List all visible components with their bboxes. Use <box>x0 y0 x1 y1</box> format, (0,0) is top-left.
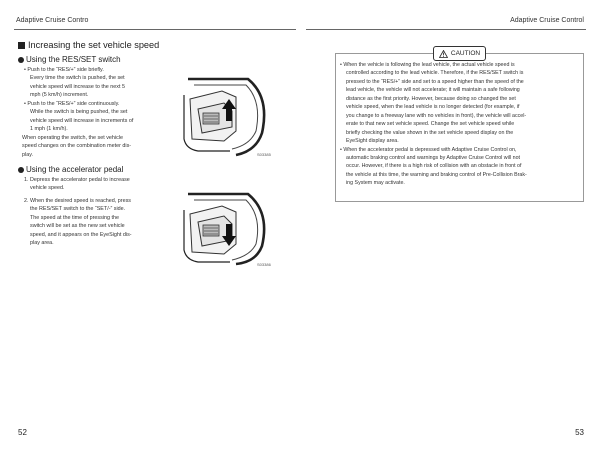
body-line: 2. When the desired speed is reached, press <box>24 198 131 204</box>
subheading-accelerator-text: Using the accelerator pedal <box>26 165 124 174</box>
accelerator-step-2 <box>22 197 158 248</box>
body-line: the RES/SET switch to the “SET/-” side. <box>30 206 126 213</box>
caution-line: briefly checking the value shown in the set vehicle speed display on the <box>346 129 514 136</box>
body-line: 1. Depress the accelerator pedal to increase <box>24 177 130 183</box>
body-line: 1 mph (1 km/h). <box>30 126 68 133</box>
running-header-left: Adaptive Cruise Contro <box>16 17 89 24</box>
page-number-left: 52 <box>18 428 27 437</box>
body-line: Every time the switch is pushed, the set <box>30 75 125 82</box>
caution-line: the vehicle at this time, the warning and braking control of Pre-Collision Brak- <box>346 171 527 178</box>
caution-line: occur. However, if there is a high risk of collision with an obstacle in front of <box>346 163 522 170</box>
caution-line: vehicle speed, when the lead vehicle is no longer detected (for example, if <box>346 104 520 111</box>
body-line: play area. <box>30 240 54 247</box>
body-line: • Push to the “RES/+” side continuously. <box>24 100 120 107</box>
accelerator-step-1 <box>22 176 158 193</box>
caution-line: • When the vehicle is following the lead vehicle, the actual vehicle speed is <box>340 62 515 68</box>
subheading-accelerator <box>18 165 123 174</box>
section-title <box>18 40 159 50</box>
steering-switch-down-illustration <box>176 192 274 266</box>
body-line: • Push to the “RES/+” side briefly. <box>24 67 104 73</box>
square-bullet-icon <box>18 42 25 49</box>
section-title-text: Increasing the set vehicle speed <box>28 40 160 50</box>
body-line: When operating the switch, the set vehicle <box>22 134 123 141</box>
caution-line: • When the accelerator pedal is depressed with Adaptive Cruise Control on, <box>340 146 517 153</box>
caution-line: you change to a freeway lane with no vehicles in front), the vehicle will accel- <box>346 112 527 119</box>
body-line: vehicle speed. <box>30 185 65 192</box>
circle-bullet-icon <box>18 57 24 63</box>
subheading-res-set-text: Using the RES/SET switch <box>26 55 121 64</box>
caution-text <box>340 61 578 188</box>
circle-bullet-icon <box>18 167 24 173</box>
body-line: vehicle speed will increase to the next 5 <box>30 83 125 90</box>
body-line: The speed at the time of pressing the <box>30 214 119 221</box>
header-rule-left <box>14 29 296 30</box>
caution-label <box>433 46 486 61</box>
body-line: vehicle speed will increase in increments of <box>30 117 134 124</box>
body-line: speed changes on the combination meter dis- <box>22 143 132 150</box>
caution-line: distance as the first priority. However, because doing so changed the set <box>346 95 516 102</box>
page-number-right: 53 <box>575 428 584 437</box>
caution-line: automatic braking control and warnings by Adaptive Cruise Control will not <box>346 154 521 161</box>
caution-line: lead vehicle, the vehicle will not accelerate; it will maintain a safe following <box>346 87 520 94</box>
warning-triangle-icon <box>439 50 448 58</box>
body-line: play. <box>22 151 33 158</box>
body-line: mph (5 km/h) increment. <box>30 92 89 99</box>
steering-switch-up-illustration <box>176 75 274 157</box>
figure-code: S03385 <box>257 152 271 157</box>
caution-label-text: CAUTION <box>450 50 481 57</box>
body-line: switch will be set as the new set vehicle <box>30 223 125 230</box>
caution-line: ing System may activate. <box>346 180 405 187</box>
figure-code: S03386 <box>257 262 271 267</box>
caution-line: EyeSight display area. <box>346 138 399 145</box>
caution-line: controlled according to the lead vehicle. Therefore, if the RES/SET switch is <box>346 70 524 77</box>
res-set-body <box>22 66 158 159</box>
body-line: While the switch is being pushed, the set <box>30 109 128 116</box>
subheading-res-set <box>18 55 121 64</box>
body-line: speed, and it appears on the EyeSight dis- <box>30 231 132 238</box>
header-rule-right <box>306 29 586 30</box>
caution-line: erate to that new set vehicle speed. Change the set vehicle speed while <box>346 121 515 128</box>
caution-line: pressed to the “RES/+” side and set to a speed higher than the speed of the <box>346 78 524 85</box>
running-header-right: Adaptive Cruise Control <box>510 17 584 24</box>
